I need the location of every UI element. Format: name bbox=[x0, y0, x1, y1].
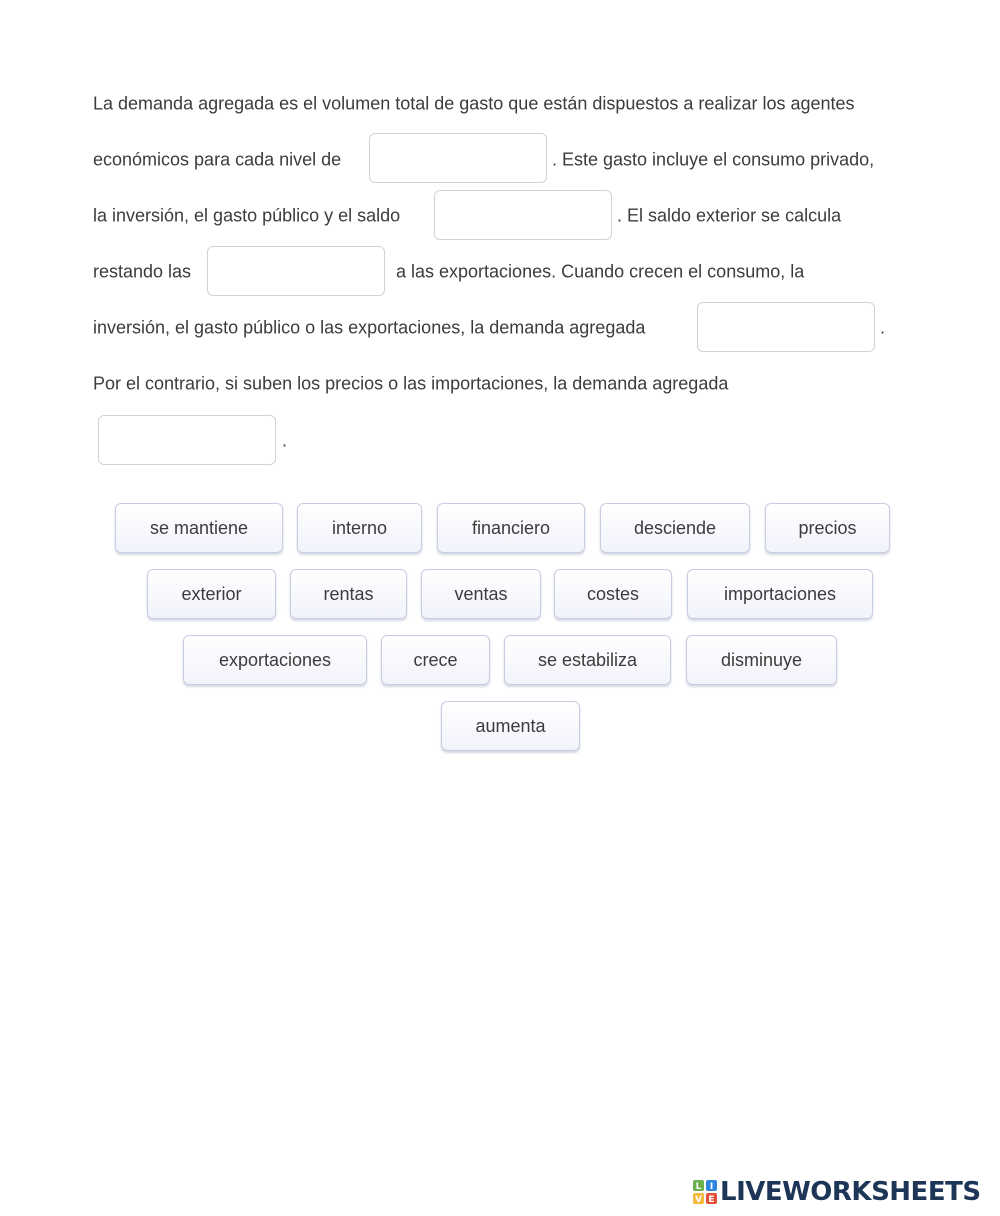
sentence-line-3: la inversión, el gasto público y el saldo bbox=[93, 205, 401, 226]
sentence-line-4-cont: a las exportaciones. Cuando crecen el consumo, la bbox=[396, 261, 805, 282]
sentence-line-5-end: . bbox=[880, 317, 886, 338]
sentence-line-5: inversión, el gasto público o las exportaciones, la demanda agregada bbox=[93, 317, 646, 338]
word-chip-precios[interactable]: precios bbox=[765, 503, 890, 553]
word-chip-disminuye[interactable]: disminuye bbox=[686, 635, 837, 685]
sentence-line-2-cont: . Este gasto incluye el consumo privado, bbox=[552, 149, 875, 170]
word-chip-financiero[interactable]: financiero bbox=[437, 503, 585, 553]
sentence-line-2: económicos para cada nivel de bbox=[93, 149, 342, 170]
svg-text:V: V bbox=[695, 1195, 702, 1205]
word-chip-crece[interactable]: crece bbox=[381, 635, 490, 685]
blank-input-2[interactable] bbox=[434, 190, 612, 240]
sentence-line-3-cont: . El saldo exterior se calcula bbox=[617, 205, 842, 226]
sentence-line-6: Por el contrario, si suben los precios o las importaciones, la demanda agregada bbox=[93, 373, 729, 394]
word-chip-importaciones[interactable]: importaciones bbox=[687, 569, 873, 619]
svg-text:E: E bbox=[708, 1195, 715, 1205]
word-chip-aumenta[interactable]: aumenta bbox=[441, 701, 580, 751]
word-chip-interno[interactable]: interno bbox=[297, 503, 422, 553]
word-chip-rentas[interactable]: rentas bbox=[290, 569, 407, 619]
blank-input-4[interactable] bbox=[697, 302, 875, 352]
svg-text:L: L bbox=[695, 1182, 702, 1192]
blank-input-3[interactable] bbox=[207, 246, 385, 296]
svg-text:I: I bbox=[709, 1182, 714, 1192]
sentence-line-7-end: . bbox=[282, 430, 288, 451]
word-chip-desciende[interactable]: desciende bbox=[600, 503, 750, 553]
word-chip-exportaciones[interactable]: exportaciones bbox=[183, 635, 367, 685]
blank-input-1[interactable] bbox=[369, 133, 547, 183]
liveworksheets-logo-icon bbox=[692, 1179, 718, 1205]
sentence-line-1: La demanda agregada es el volumen total de gasto que están dispuestos a realizar los agentes bbox=[93, 93, 855, 114]
word-chip-costes[interactable]: costes bbox=[554, 569, 672, 619]
sentence-line-4: restando las bbox=[93, 261, 192, 282]
word-chip-exterior[interactable]: exterior bbox=[147, 569, 276, 619]
word-chip-se-mantiene[interactable]: se mantiene bbox=[115, 503, 283, 553]
brand-name: LIVEWORKSHEETS bbox=[720, 1177, 981, 1207]
liveworksheets-brand[interactable] bbox=[692, 1175, 981, 1209]
word-chip-se-estabiliza[interactable]: se estabiliza bbox=[504, 635, 671, 685]
word-chip-ventas[interactable]: ventas bbox=[421, 569, 541, 619]
blank-input-5[interactable] bbox=[98, 415, 276, 465]
